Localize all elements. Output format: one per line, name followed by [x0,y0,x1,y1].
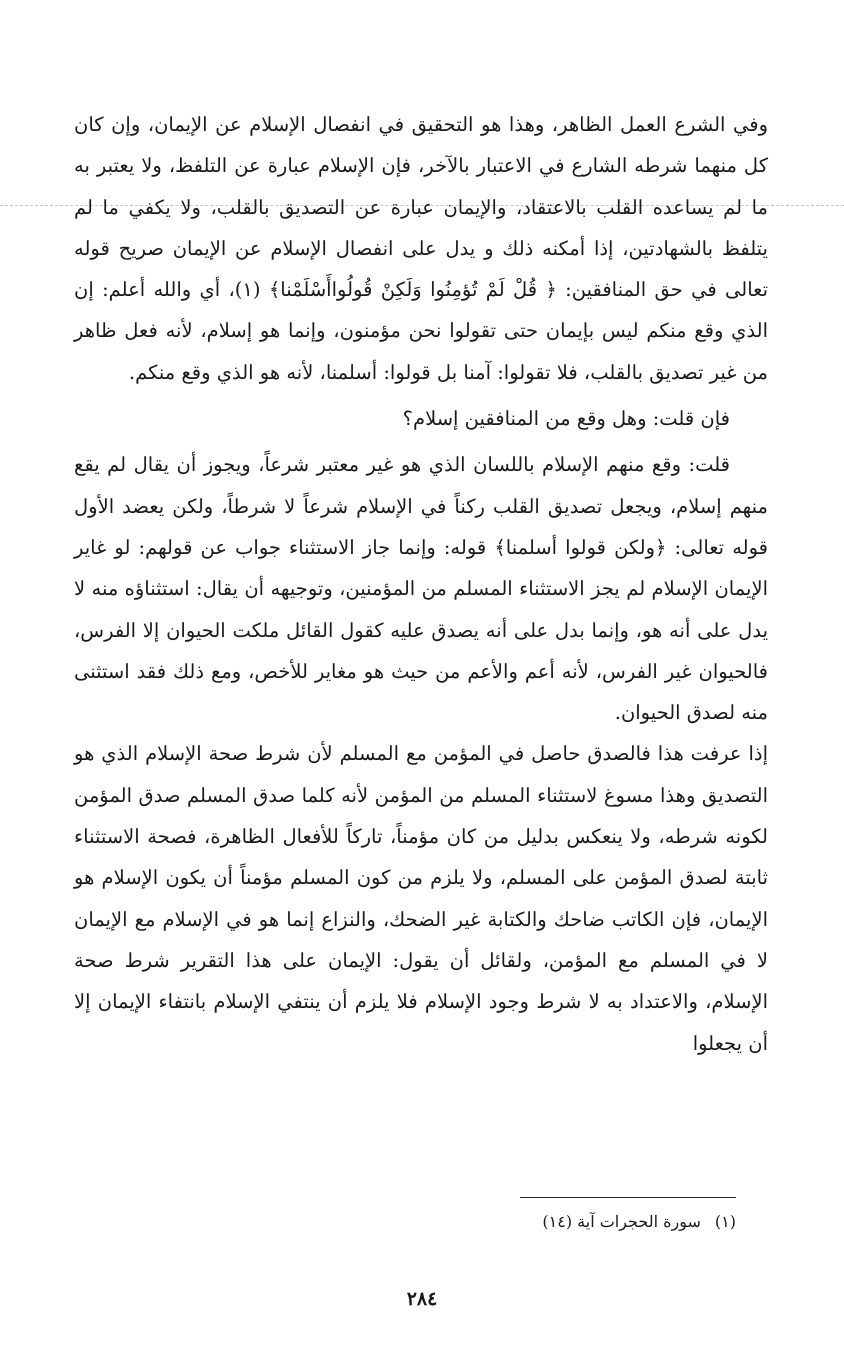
footnote-number: (١) [714,1212,736,1231]
footnote [542,1210,736,1234]
paragraph-4: إذا عرفت هذا فالصدق حاصل في المؤمن مع المسلم لأن شرط صحة الإسلام الذي هو التصديق وهذا مسوغ لاستثناء المسلم من المؤمن لأنه كلما صدق المسلم صدق المؤمن لكونه شرطه، ولا ينعكس بدليل من كان مؤمناً، تاركاً للأفعال الظاهرة، فصحة الاستثناء ثابتة لصدق المؤمن على المسلم، ولا يلزم من كون المسلم مؤمناً أن يكون الإسلام هو الإيمان، فإن الكاتب ضاحك والكتابة غير الضحك، والنزاع إنما هو في الإسلام مع الإيمان لا في المسلم مع المؤمن، ولقائل أن يقول: الإيمان على هذا التقرير شرط صحة الإسلام، والاعتداد به لا شرط وجود الإسلام فلا يلزم أن ينتفي الإسلام بانتفاء الإيمان إلا أن يجعلوا [74,742,768,1055]
paragraph-3: قلت: وقع منهم الإسلام باللسان الذي هو غير معتبر شرعاً، ويجوز أن يقال لم يقع منهم إسلام، ويجعل تصديق القلب ركناً في الإسلام شرعاً لا شرطاً، ولكن يعضد الأول قوله تعالى: ﴿ولكن قولوا أسلمنا﴾ قوله: وإنما جاز الاستثناء جواب عن قولهم: لو غاير الإيمان الإسلام لم يجز الاستثناء المسلم من المؤمنين، وتوجيهه أن يقال: استثناؤه منه لا يدل على أنه هو، وإنما بدل على أنه يصدق عليه كقول القائل ملكت الحيوان إلا الفرس، فالحيوان غير الفرس، لأنه أعم والأعم من حيث هو مغاير للأخص، ومع ذلك فقد استثنى منه لصدق الحيوان. [74,453,768,725]
paragraph-1: وفي الشرع العمل الظاهر، وهذا هو التحقيق في انفصال الإسلام عن الإيمان، وإن كان كل منهما شرطه الشارع في الاعتبار بالآخر، فإن الإسلام عبارة عن التلفظ، ولا يعتبر به ما لم يساعده القلب بالاعتقاد، والإيمان عبارة عن التصديق بالقلب، ولا يكفي ما لم يتلفظ بالشهادتين، إذا أمكنه ذلك و يدل على انفصال الإسلام عن الإيمان صريح قوله تعالى في حق المنافقين: ﴿ قُلْ لَمْ تُؤمِنُوا وَلَكِنْ قُولُواأَسْلَمْنا﴾ (١)، أي والله أعلم: إن الذي وقع منكم ليس بإيمان حتى تقولوا نحن مؤمنون، وإنما هو إسلام، لأنه فعل ظاهر من غير تصديق بالقلب، فلا تقولوا: آمنا بل قولوا: أسلمنا، لأنه هو الذي وقع منكم. [74,113,768,384]
main-text-block [74,104,768,1064]
footnote-separator [520,1197,736,1198]
page-number: ٢٨٤ [406,1288,438,1310]
paragraph-2: فإن قلت: وهل وقع من المنافقين إسلام؟ [402,407,730,431]
footnote-text: سورة الحجرات آية (١٤) [542,1212,701,1231]
